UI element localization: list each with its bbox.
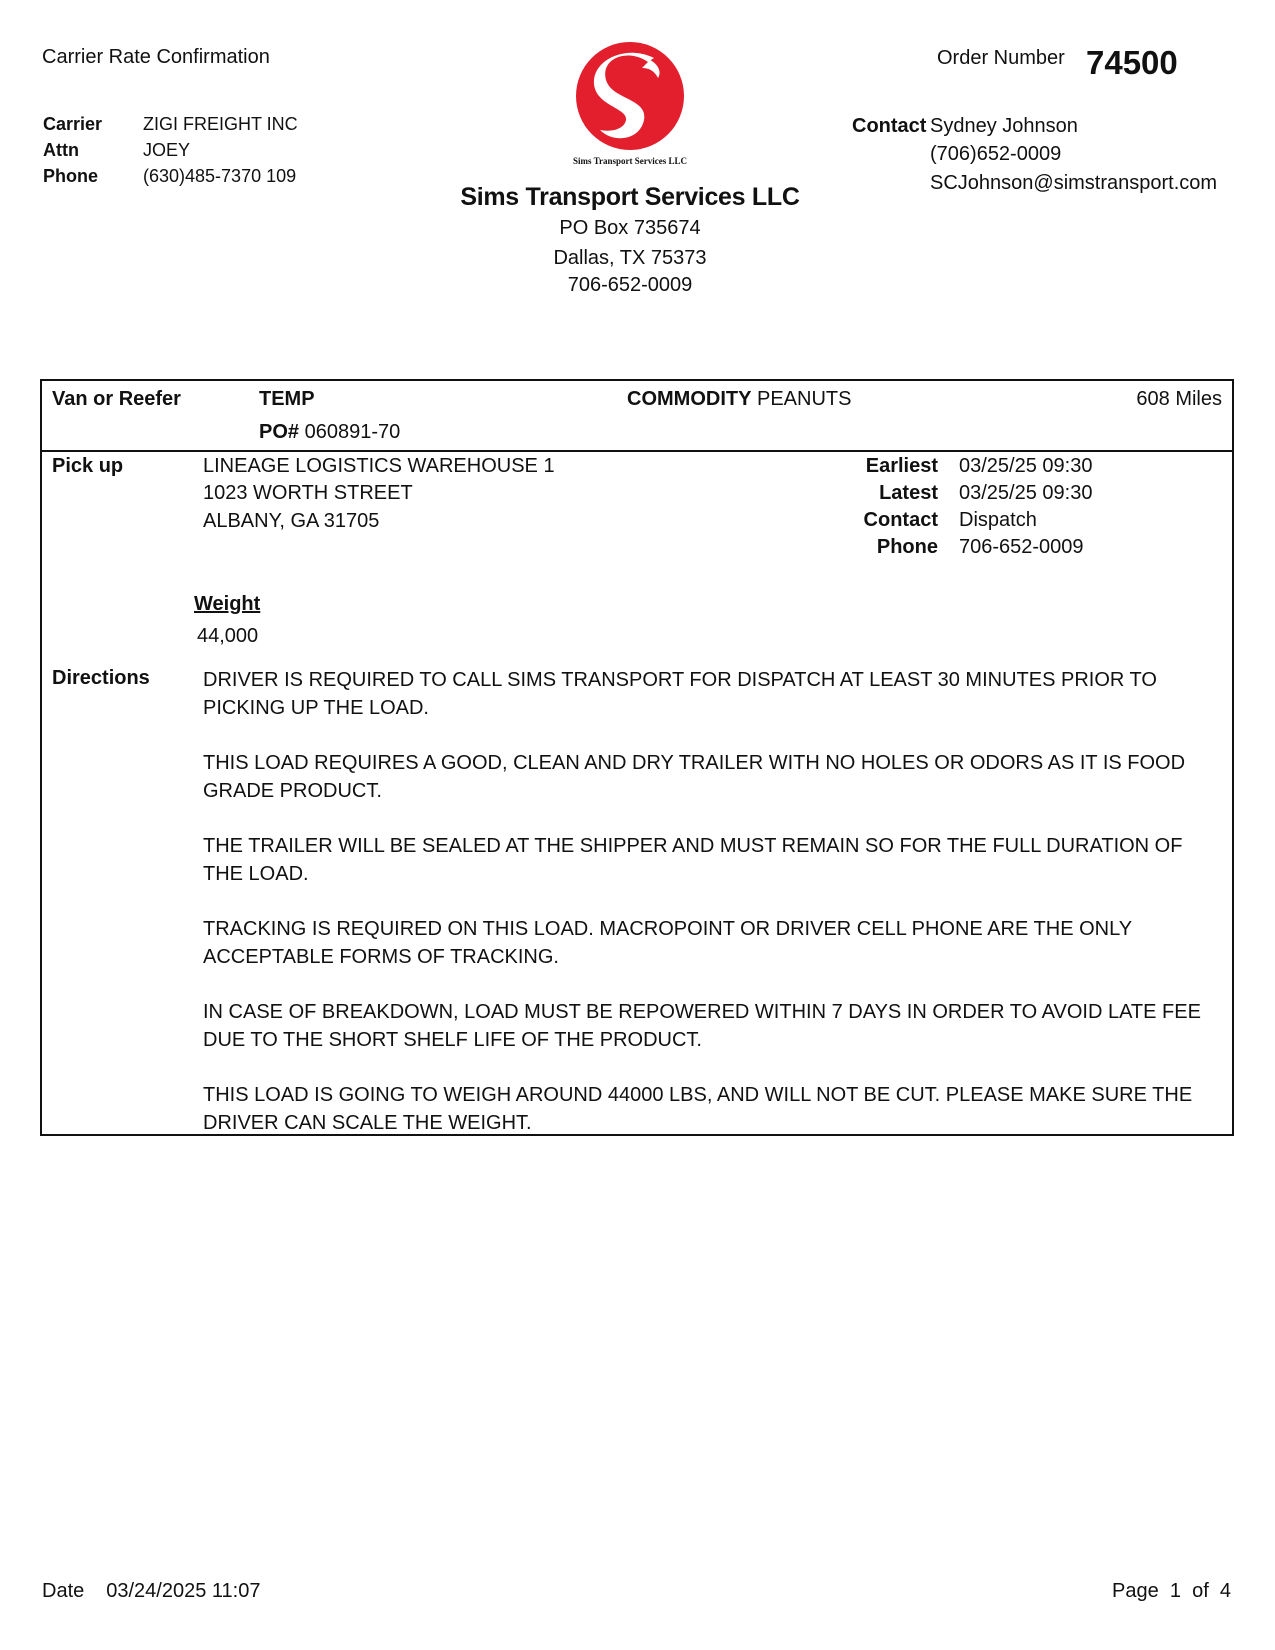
pickup-phone-value: 706-652-0009 xyxy=(959,536,1084,558)
pickup-label: Pick up xyxy=(52,455,124,477)
pickup-name: LINEAGE LOGISTICS WAREHOUSE 1 xyxy=(203,455,555,477)
attn-value: JOEY xyxy=(143,140,191,160)
po-label: PO# xyxy=(259,421,300,443)
order-number: 74500 xyxy=(1086,44,1178,81)
contact-phone: (706)652-0009 xyxy=(930,143,1062,165)
load-details-box xyxy=(40,379,1234,1136)
weight-value: 44,000 xyxy=(197,625,259,647)
commodity-field xyxy=(627,388,851,411)
temp-label: TEMP xyxy=(259,388,315,410)
pickup-city: ALBANY, GA 31705 xyxy=(203,510,380,532)
commodity-label: COMMODITY xyxy=(627,388,752,410)
weight-label: Weight xyxy=(194,593,261,615)
company-address-1: PO Box 735674 xyxy=(559,217,701,239)
latest-label: Latest xyxy=(879,482,938,504)
earliest-value: 03/25/25 09:30 xyxy=(959,455,1093,477)
directions-text xyxy=(203,666,1223,1164)
date-value: 03/24/2025 11:07 xyxy=(106,1580,261,1602)
attn-label: Attn xyxy=(43,140,79,160)
commodity-value: PEANUTS xyxy=(757,388,852,410)
company-phone: 706-652-0009 xyxy=(567,274,693,296)
carrier-phone-label: Phone xyxy=(43,166,99,186)
pickup-contact-label: Contact xyxy=(863,509,938,531)
carrier-label: Carrier xyxy=(43,114,103,134)
page-label: Page xyxy=(1112,1580,1159,1602)
page-of: of xyxy=(1192,1580,1209,1602)
document-title: Carrier Rate Confirmation xyxy=(42,46,270,68)
po-value: 060891-70 xyxy=(304,421,401,443)
company-logo xyxy=(570,40,690,170)
page-indicator xyxy=(1112,1580,1231,1603)
po-field xyxy=(259,421,400,444)
direction-paragraph: THE TRAILER WILL BE SEALED AT THE SHIPPER AND MUST REMAIN SO FOR THE FULL DURATION OF THE LOAD. xyxy=(203,835,1183,885)
van-or-reefer-label: Van or Reefer xyxy=(52,388,181,410)
earliest-label: Earliest xyxy=(865,455,938,477)
carrier-phone-value: (630)485-7370 109 xyxy=(143,166,297,186)
directions-label: Directions xyxy=(52,667,150,689)
miles: 608 Miles xyxy=(1136,388,1222,410)
pickup-street: 1023 WORTH STREET xyxy=(203,482,413,504)
company-address-2: Dallas, TX 75373 xyxy=(553,247,707,269)
order-number-label: Order Number xyxy=(937,47,1065,69)
page-total: 4 xyxy=(1219,1580,1232,1602)
carrier-name: ZIGI FREIGHT INC xyxy=(143,114,298,134)
date-label: Date xyxy=(42,1580,85,1602)
logo-caption: Sims Transport Services LLC xyxy=(573,156,687,166)
header-divider xyxy=(42,450,1232,452)
footer-date xyxy=(42,1580,260,1603)
direction-paragraph: THIS LOAD REQUIRES A GOOD, CLEAN AND DRY TRAILER WITH NO HOLES OR ODORS AS IT IS FOOD GRADE PRODUCT. xyxy=(203,752,1186,802)
direction-paragraph: IN CASE OF BREAKDOWN, LOAD MUST BE REPOWERED WITHIN 7 DAYS IN ORDER TO AVOID LATE FEE DUE TO THE SHORT SHELF LIFE OF THE PRODUCT. xyxy=(203,1001,1201,1051)
contact-name: Sydney Johnson xyxy=(930,115,1078,137)
pickup-contact-value: Dispatch xyxy=(959,509,1037,531)
page-current: 1 xyxy=(1169,1580,1181,1602)
company-name: Sims Transport Services LLC xyxy=(460,183,800,211)
direction-paragraph: DRIVER IS REQUIRED TO CALL SIMS TRANSPORT FOR DISPATCH AT LEAST 30 MINUTES PRIOR TO PICKING UP THE LOAD. xyxy=(203,669,1157,719)
pickup-phone-label: Phone xyxy=(876,536,938,558)
latest-value: 03/25/25 09:30 xyxy=(959,482,1093,504)
contact-label: Contact xyxy=(852,115,927,137)
contact-email: SCJohnson@simstransport.com xyxy=(930,172,1218,194)
direction-paragraph: TRACKING IS REQUIRED ON THIS LOAD. MACROPOINT OR DRIVER CELL PHONE ARE THE ONLY ACCEPTABLE FORMS OF TRACKING. xyxy=(203,918,1132,968)
direction-paragraph: THIS LOAD IS GOING TO WEIGH AROUND 44000 LBS, AND WILL NOT BE CUT. PLEASE MAKE SURE THE DRIVER CAN SCALE THE WEIGHT. xyxy=(203,1084,1193,1134)
